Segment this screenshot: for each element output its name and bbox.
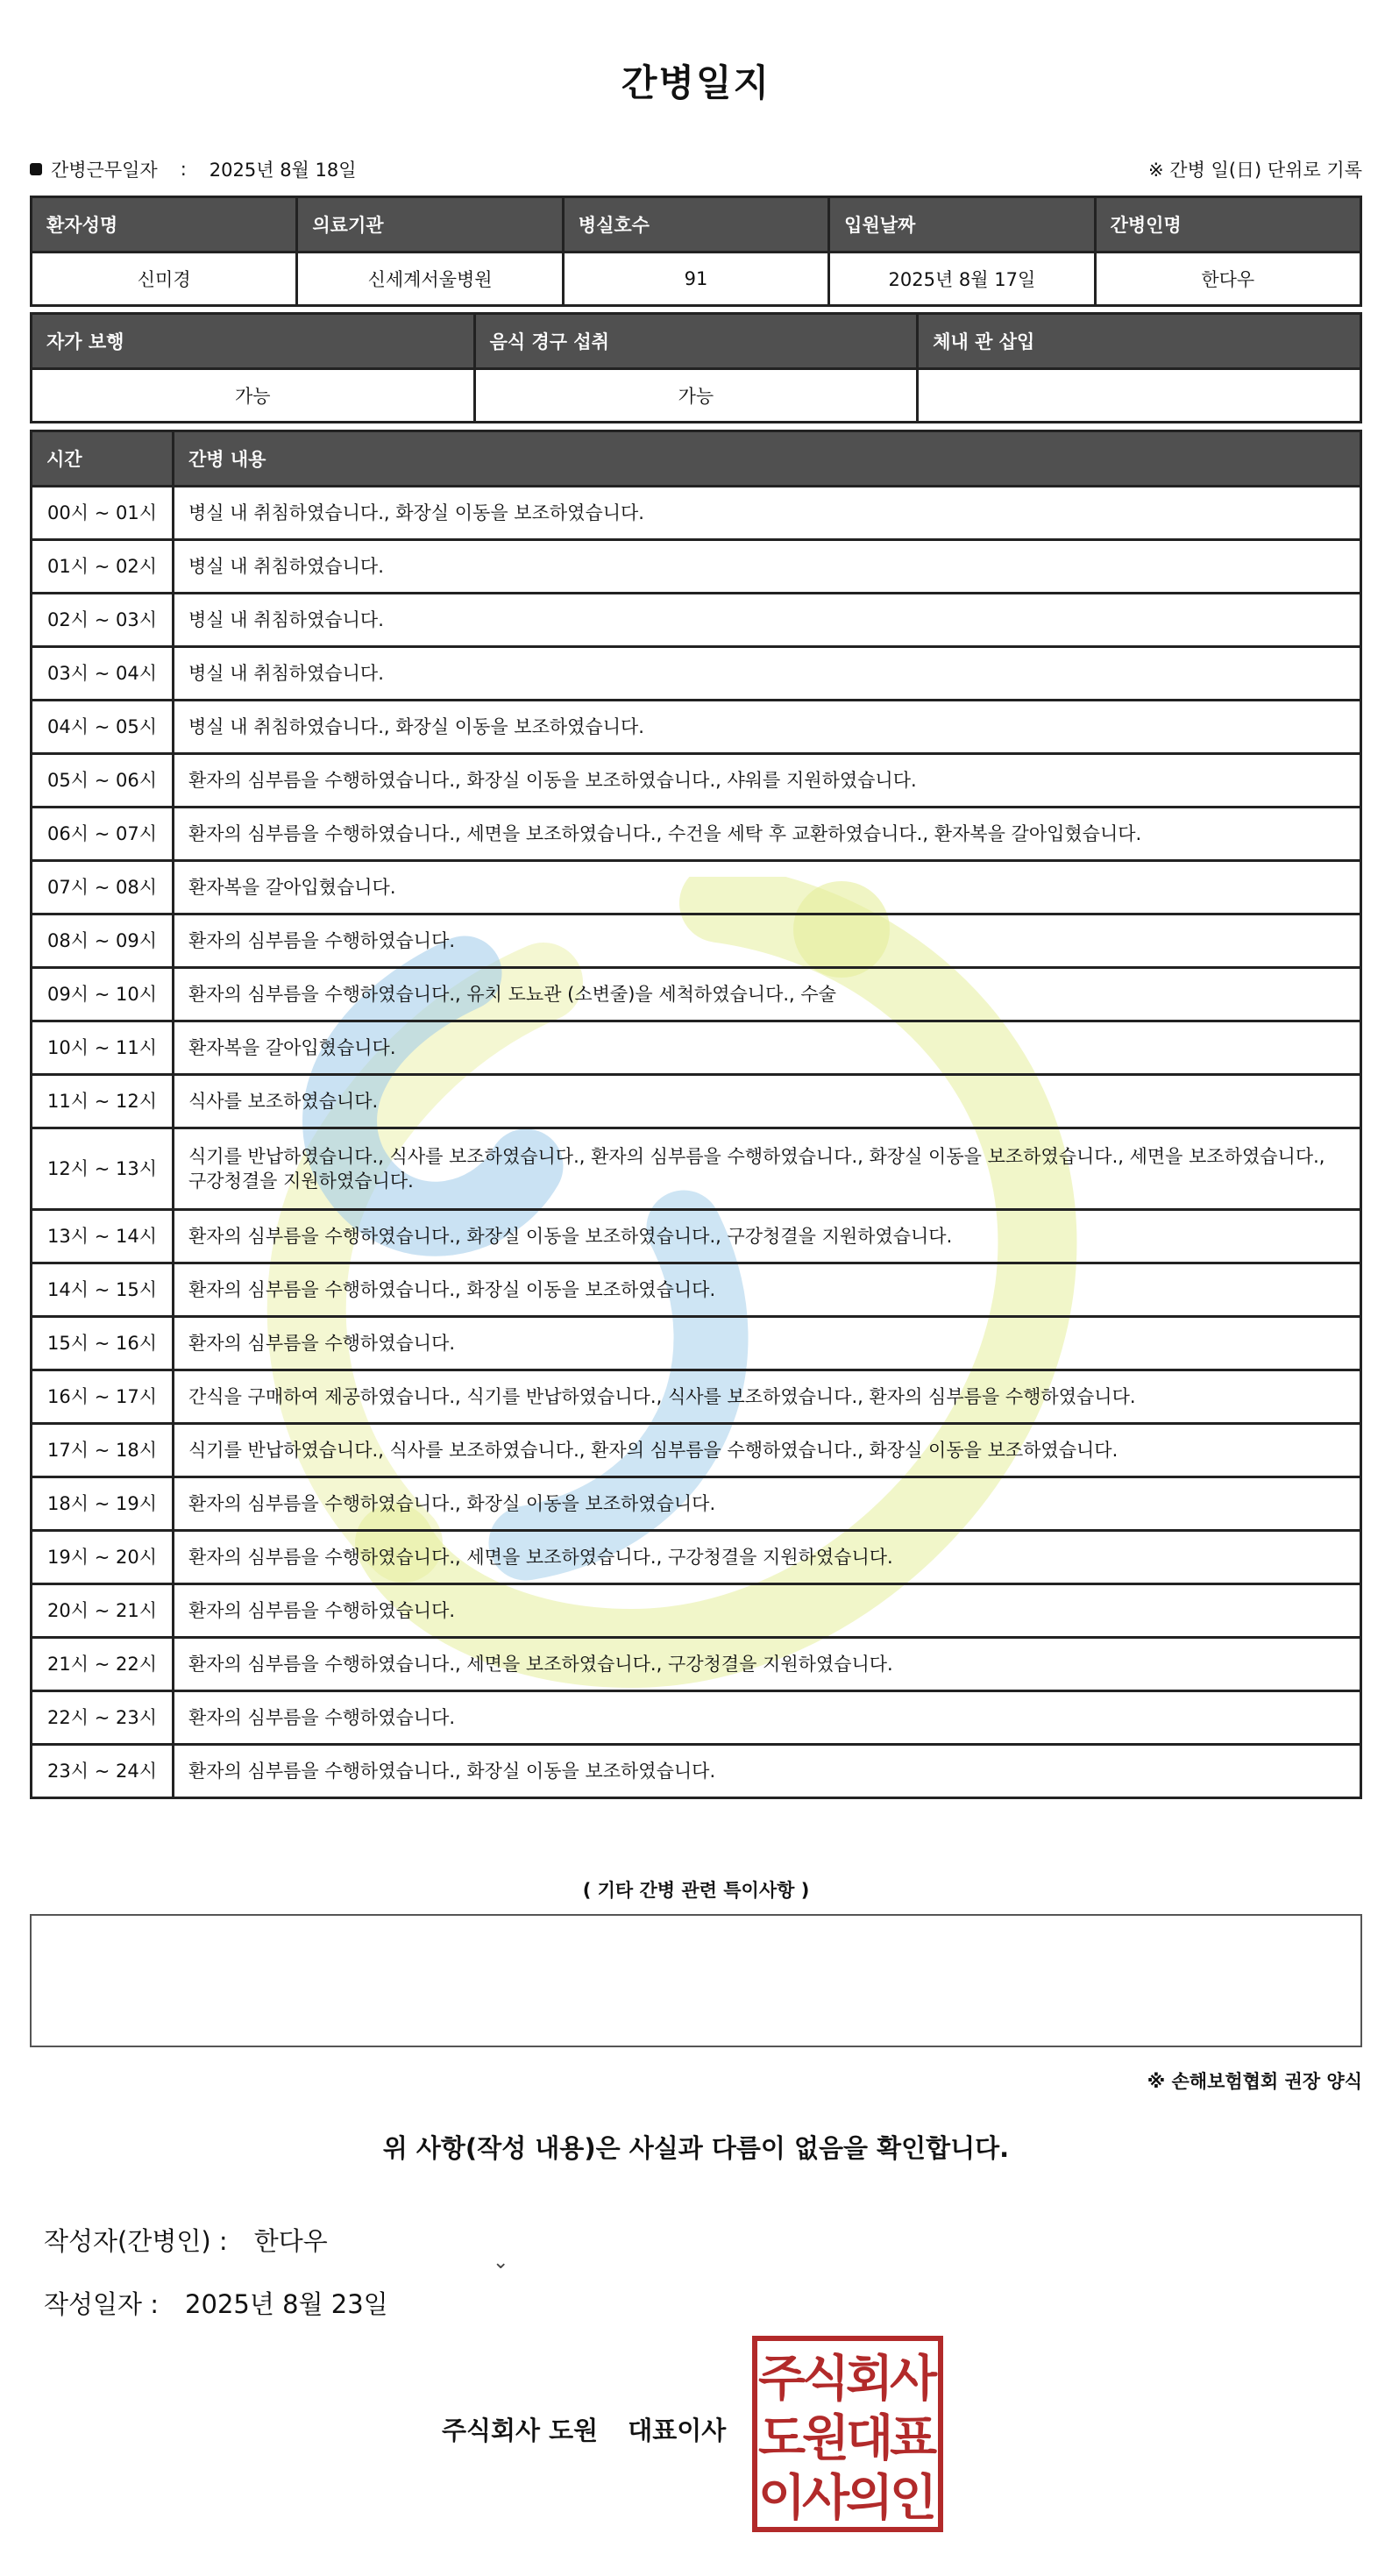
- care-time: 16시 ~ 17시: [32, 1370, 174, 1424]
- care-time: 17시 ~ 18시: [32, 1424, 174, 1477]
- header-room-number: 병실호수: [563, 197, 828, 253]
- room-number: 91: [563, 253, 828, 306]
- care-log-row: [32, 1638, 1361, 1691]
- care-time: 02시 ~ 03시: [32, 594, 174, 647]
- care-content: 환자의 심부름을 수행하였습니다., 화장실 이동을 보조하였습니다.: [174, 1477, 1361, 1531]
- notes-box: [30, 1914, 1362, 2047]
- care-time: 23시 ~ 24시: [32, 1745, 174, 1798]
- care-time: 10시 ~ 11시: [32, 1021, 174, 1075]
- care-content: 식사를 보조하였습니다.: [174, 1075, 1361, 1128]
- care-log-row: [32, 1263, 1361, 1317]
- svg-text:원: 원: [801, 2410, 850, 2467]
- care-log-row: [32, 540, 1361, 594]
- care-content: 환자의 심부름을 수행하였습니다., 화장실 이동을 보조하였습니다.: [174, 1263, 1361, 1317]
- company-row: [442, 2411, 726, 2447]
- care-time: 01시 ~ 02시: [32, 540, 174, 594]
- care-time: 09시 ~ 10시: [32, 968, 174, 1021]
- care-content: 환자의 심부름을 수행하였습니다., 세면을 보조하였습니다., 구강청결을 지원하였습니다.: [174, 1638, 1361, 1691]
- care-content: 간식을 구매하여 제공하였습니다., 식기를 반납하였습니다., 식사를 보조하였습니다., 환자의 심부름을 수행하였습니다.: [174, 1370, 1361, 1424]
- svg-text:이: 이: [757, 2470, 806, 2527]
- care-time: 00시 ~ 01시: [32, 487, 174, 540]
- care-content: 환자복을 갈아입혔습니다.: [174, 861, 1361, 914]
- care-time: 20시 ~ 21시: [32, 1584, 174, 1638]
- care-log-row: [32, 914, 1361, 968]
- care-content: 환자의 심부름을 수행하였습니다.: [174, 914, 1361, 968]
- care-log-row: [32, 1477, 1361, 1531]
- admission-date: 2025년 8월 17일: [829, 253, 1095, 306]
- care-time: 11시 ~ 12시: [32, 1075, 174, 1128]
- care-time: 19시 ~ 20시: [32, 1531, 174, 1584]
- patient-status-table: [30, 312, 1362, 423]
- care-log-row: [32, 1745, 1361, 1798]
- care-content: 환자의 심부름을 수행하였습니다., 세면을 보조하였습니다., 수건을 세탁 후 교환하였습니다., 환자복을 갈아입혔습니다.: [174, 808, 1361, 861]
- care-time: 06시 ~ 07시: [32, 808, 174, 861]
- care-log-row: [32, 1584, 1361, 1638]
- care-content: 식기를 반납하였습니다., 식사를 보조하였습니다., 환자의 심부름을 수행하였습니다., 화장실 이동을 보조하였습니다., 세면을 보조하였습니다., 구강청결을 지원하였습니다.: [174, 1128, 1361, 1210]
- svg-text:주: 주: [757, 2351, 806, 2408]
- writer-name: 한다우: [253, 2226, 328, 2256]
- care-log-row: [32, 754, 1361, 808]
- bullet-square-icon: [30, 163, 42, 175]
- self-walking-value: 가능: [32, 369, 475, 423]
- work-date-separator: :: [180, 159, 187, 180]
- care-time: 12시 ~ 13시: [32, 1128, 174, 1210]
- svg-text:사: 사: [801, 2470, 850, 2527]
- care-time: 14시 ~ 15시: [32, 1263, 174, 1317]
- write-date-row: [44, 2285, 388, 2321]
- care-log-row: [32, 1075, 1361, 1128]
- care-content: 환자의 심부름을 수행하였습니다., 화장실 이동을 보조하였습니다., 샤워를 지원하였습니다.: [174, 754, 1361, 808]
- patient-info-table: [30, 196, 1362, 307]
- care-time: 18시 ~ 19시: [32, 1477, 174, 1531]
- care-content: 병실 내 취침하였습니다.: [174, 647, 1361, 701]
- header-hospital: 의료기관: [297, 197, 563, 253]
- record-unit-note: ※ 간병 일(日) 단위로 기록: [1148, 160, 1362, 181]
- care-log-row: [32, 487, 1361, 540]
- svg-text:표: 표: [889, 2410, 938, 2467]
- header-admission-date: 입원날짜: [829, 197, 1095, 253]
- care-content: 환자의 심부름을 수행하였습니다., 유치 도뇨관 (소변줄)을 세척하였습니다., 수술: [174, 968, 1361, 1021]
- header-patient-name: 환자성명: [32, 197, 297, 253]
- header-care-content: 간병 내용: [174, 431, 1361, 487]
- care-log-table: [30, 430, 1362, 1799]
- oral-intake-value: 가능: [474, 369, 918, 423]
- check-mark-icon: ⌄: [493, 2252, 509, 2274]
- form-source-note: ※ 손해보험협회 권장 양식: [1147, 2071, 1362, 2092]
- write-date-value: 2025년 8월 23일: [185, 2289, 388, 2319]
- care-log-row: [32, 1531, 1361, 1584]
- header-oral-intake: 음식 경구 섭취: [474, 314, 918, 369]
- care-log-rows: [32, 487, 1361, 1798]
- svg-text:도: 도: [757, 2410, 806, 2467]
- work-date-label: 간병근무일자: [51, 160, 158, 181]
- care-content: 환자복을 갈아입혔습니다.: [174, 1021, 1361, 1075]
- care-log-row: [32, 1370, 1361, 1424]
- header-time: 시간: [32, 431, 174, 487]
- care-log-row: [32, 861, 1361, 914]
- work-date-row: [30, 156, 357, 182]
- care-log-row: [32, 1317, 1361, 1370]
- hospital-name: 신세계서울병원: [297, 253, 563, 306]
- care-content: 병실 내 취침하였습니다., 화장실 이동을 보조하였습니다.: [174, 701, 1361, 754]
- care-time: 03시 ~ 04시: [32, 647, 174, 701]
- care-log-row: [32, 1128, 1361, 1210]
- care-log-row: [32, 1021, 1361, 1075]
- care-log-row: [32, 1424, 1361, 1477]
- work-date-value: 2025년 8월 18일: [209, 160, 357, 181]
- care-log-row: [32, 594, 1361, 647]
- patient-name: 신미경: [32, 253, 297, 306]
- care-time: 05시 ~ 06시: [32, 754, 174, 808]
- care-content: 식기를 반납하였습니다., 식사를 보조하였습니다., 환자의 심부름을 수행하였습니다., 화장실 이동을 보조하였습니다.: [174, 1424, 1361, 1477]
- tube-insertion-value: [918, 369, 1361, 423]
- care-content: 병실 내 취침하였습니다., 화장실 이동을 보조하였습니다.: [174, 487, 1361, 540]
- representative-title: 대표이사: [628, 2416, 727, 2445]
- care-time: 08시 ~ 09시: [32, 914, 174, 968]
- care-time: 22시 ~ 23시: [32, 1691, 174, 1745]
- care-time: 15시 ~ 16시: [32, 1317, 174, 1370]
- svg-text:회: 회: [845, 2351, 894, 2408]
- page-title: 간병일지: [621, 61, 771, 104]
- company-seal-stamp: [752, 2336, 943, 2532]
- care-content: 환자의 심부름을 수행하였습니다., 세면을 보조하였습니다., 구강청결을 지원하였습니다.: [174, 1531, 1361, 1584]
- care-time: 21시 ~ 22시: [32, 1638, 174, 1691]
- care-content: 환자의 심부름을 수행하였습니다.: [174, 1691, 1361, 1745]
- writer-row: [44, 2222, 328, 2258]
- care-log-row: [32, 1691, 1361, 1745]
- care-time: 07시 ~ 08시: [32, 861, 174, 914]
- writer-label: 작성자(간병인) :: [44, 2226, 228, 2256]
- care-time: 13시 ~ 14시: [32, 1210, 174, 1263]
- care-content: 환자의 심부름을 수행하였습니다.: [174, 1317, 1361, 1370]
- header-caregiver-name: 간병인명: [1095, 197, 1360, 253]
- svg-text:식: 식: [801, 2351, 850, 2408]
- header-self-walking: 자가 보행: [32, 314, 475, 369]
- write-date-label: 작성일자 :: [44, 2289, 160, 2319]
- svg-text:사: 사: [889, 2351, 938, 2408]
- care-log-row: [32, 808, 1361, 861]
- notes-title: ( 기타 간병 관련 특이사항 ): [582, 1880, 810, 1901]
- header-tube-insertion: 체내 관 삽입: [918, 314, 1361, 369]
- caregiver-name: 한다우: [1095, 253, 1360, 306]
- care-content: 병실 내 취침하였습니다.: [174, 540, 1361, 594]
- care-content: 환자의 심부름을 수행하였습니다., 화장실 이동을 보조하였습니다.: [174, 1745, 1361, 1798]
- company-name: 주식회사 도원: [442, 2416, 599, 2445]
- svg-text:대: 대: [845, 2410, 894, 2467]
- care-time: 04시 ~ 05시: [32, 701, 174, 754]
- care-content: 병실 내 취침하였습니다.: [174, 594, 1361, 647]
- confirmation-statement: 위 사항(작성 내용)은 사실과 다름이 없음을 확인합니다.: [382, 2133, 1010, 2163]
- svg-text:인: 인: [889, 2470, 938, 2527]
- care-log-row: [32, 701, 1361, 754]
- care-log-row: [32, 968, 1361, 1021]
- care-log-row: [32, 1210, 1361, 1263]
- svg-text:의: 의: [845, 2470, 894, 2527]
- care-content: 환자의 심부름을 수행하였습니다.: [174, 1584, 1361, 1638]
- care-log-row: [32, 647, 1361, 701]
- care-content: 환자의 심부름을 수행하였습니다., 화장실 이동을 보조하였습니다., 구강청결을 지원하였습니다.: [174, 1210, 1361, 1263]
